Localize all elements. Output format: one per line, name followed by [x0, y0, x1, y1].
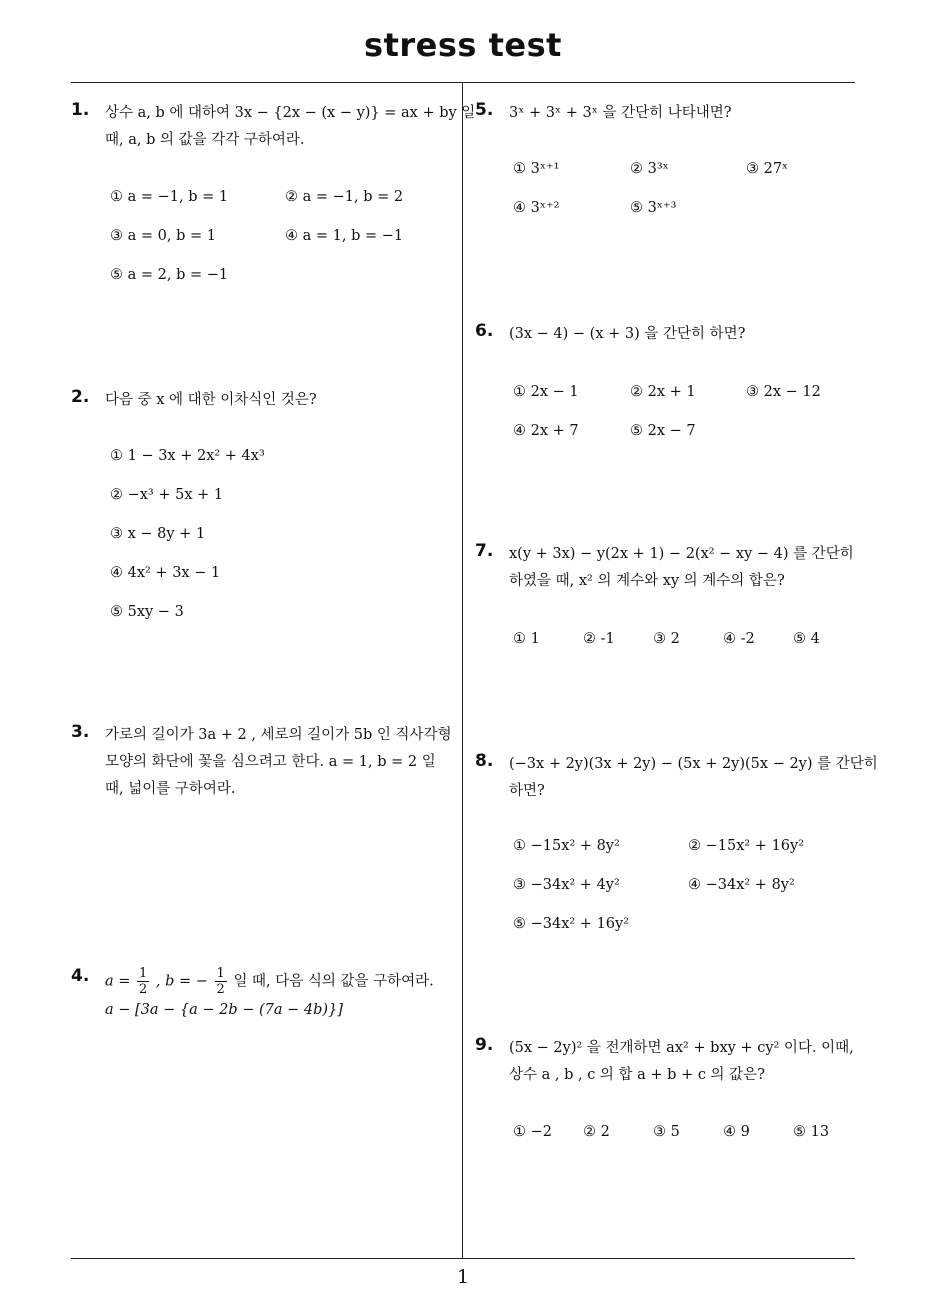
question-line: (−3x + 2y)(3x + 2y) − (5x + 2y)(5x − 2y) 를 간단히	[509, 756, 878, 772]
choice-2[interactable]: ② 2x + 1	[630, 384, 696, 400]
question-number: 7.	[475, 541, 494, 561]
question-number: 1.	[71, 100, 90, 120]
question-line: (5x − 2y)² 을 전개하면 ax² + bxy + cy² 이다. 이때,	[509, 1040, 854, 1056]
question-text	[105, 387, 456, 414]
question-3	[71, 722, 456, 803]
question-tail: 일 때, 다음 식의 값을 구하여라.	[233, 973, 434, 990]
choice-4[interactable]: ④ 9	[723, 1124, 750, 1140]
choice-4[interactable]: ④ 2x + 7	[513, 423, 579, 439]
question-7	[475, 541, 860, 595]
choice-1[interactable]: ① −15x² + 8y²	[513, 838, 620, 854]
question-6	[475, 321, 860, 348]
question-1	[71, 100, 476, 154]
question-line: 상수 a, b 에 대하여 3x − {2x − (x − y)} = ax + by 일	[105, 105, 476, 121]
question-number: 3.	[71, 722, 90, 742]
question-text	[509, 751, 878, 805]
question-2	[71, 387, 456, 414]
choice-5[interactable]: ⑤ 5xy − 3	[110, 604, 184, 620]
question-line: 하였을 때, x² 의 계수와 xy 의 계수의 합은?	[509, 573, 785, 589]
top-rule	[71, 82, 855, 83]
choice-4[interactable]: ④ -2	[723, 631, 755, 647]
question-text	[509, 321, 860, 348]
question-line: 다음 중 x 에 대한 이차식인 것은?	[105, 392, 317, 408]
choice-3[interactable]: ③ 27ˣ	[746, 161, 789, 177]
choice-4[interactable]: ④ a = 1, b = −1	[285, 228, 404, 244]
choice-4[interactable]: ④ −34x² + 8y²	[688, 877, 795, 893]
question-text	[105, 100, 476, 154]
choice-5[interactable]: ⑤ −34x² + 16y²	[513, 916, 630, 932]
question-line: 때, 넓이를 구하여라.	[105, 781, 236, 797]
question-line: 하면?	[509, 783, 545, 799]
choice-5[interactable]: ⑤ 13	[793, 1124, 830, 1140]
fraction-one-half	[215, 966, 227, 997]
question-8	[475, 751, 878, 805]
choice-3[interactable]: ③ 5	[653, 1124, 680, 1140]
choice-3[interactable]: ③ 2	[653, 631, 680, 647]
question-line: x(y + 3x) − y(2x + 1) − 2(x² − xy − 4) 를 간단히	[509, 546, 854, 562]
choice-2[interactable]: ② −15x² + 16y²	[688, 838, 805, 854]
question-line: 모양의 화단에 꽃을 심으려고 한다. a = 1, b = 2 일	[105, 754, 436, 770]
question-line: 상수 a , b , c 의 합 a + b + c 의 값은?	[509, 1067, 765, 1083]
question-text	[105, 722, 456, 803]
fraction-one-half	[137, 966, 149, 997]
choice-5[interactable]: ⑤ 2x − 7	[630, 423, 696, 439]
question-9	[475, 1035, 860, 1089]
page-title: stress test	[364, 26, 562, 64]
question-number: 5.	[475, 100, 494, 120]
question-line: (3x − 4) − (x + 3) 을 간단히 하면?	[509, 326, 746, 342]
choice-3[interactable]: ③ x − 8y + 1	[110, 526, 206, 542]
question-line: 3ˣ + 3ˣ + 3ˣ 을 간단히 나타내면?	[509, 105, 732, 121]
question-text	[509, 541, 860, 595]
question-text	[509, 1035, 860, 1089]
choice-1[interactable]: ① 1 − 3x + 2x² + 4x³	[110, 448, 265, 464]
question-line: 가로의 길이가 3a + 2 , 세로의 길이가 5b 인 직사각형	[105, 727, 452, 743]
question-number: 6.	[475, 321, 494, 341]
fraction-denominator: 2	[216, 982, 225, 997]
question-number: 2.	[71, 387, 90, 407]
choice-3[interactable]: ③ −34x² + 4y²	[513, 877, 620, 893]
b-equals: , b = −	[155, 973, 208, 990]
choice-2[interactable]: ② 2	[583, 1124, 610, 1140]
choice-2[interactable]: ② -1	[583, 631, 615, 647]
column-divider	[462, 83, 463, 1259]
choice-2[interactable]: ② 3³ˣ	[630, 161, 669, 177]
choice-5[interactable]: ⑤ 4	[793, 631, 820, 647]
choice-1[interactable]: ① a = −1, b = 1	[110, 189, 229, 205]
page-number: 1	[456, 1266, 470, 1288]
choice-3[interactable]: ③ 2x − 12	[746, 384, 821, 400]
choice-1[interactable]: ① −2	[513, 1124, 552, 1140]
choice-5[interactable]: ⑤ a = 2, b = −1	[110, 267, 229, 283]
choice-3[interactable]: ③ a = 0, b = 1	[110, 228, 216, 244]
choice-4[interactable]: ④ 3ˣ⁺²	[513, 200, 560, 216]
question-4-expression: a − [3a − {a − 2b − (7a − 4b)}]	[105, 1002, 343, 1018]
question-line: 때, a, b 의 값을 각각 구하여라.	[105, 132, 305, 148]
question-number: 9.	[475, 1035, 494, 1055]
choice-1[interactable]: ① 2x − 1	[513, 384, 579, 400]
question-5	[475, 100, 860, 127]
choice-2[interactable]: ② a = −1, b = 2	[285, 189, 404, 205]
question-number: 8.	[475, 751, 494, 771]
choice-5[interactable]: ⑤ 3ˣ⁺³	[630, 200, 677, 216]
choice-1[interactable]: ① 1	[513, 631, 540, 647]
question-4-condition	[105, 966, 434, 997]
question-number: 4.	[71, 966, 90, 986]
question-text	[509, 100, 860, 127]
fraction-numerator: 1	[139, 966, 148, 981]
fraction-numerator: 1	[216, 966, 225, 981]
choice-2[interactable]: ② −x³ + 5x + 1	[110, 487, 224, 503]
bottom-rule	[71, 1258, 855, 1259]
a-equals: a =	[105, 973, 131, 990]
choice-4[interactable]: ④ 4x² + 3x − 1	[110, 565, 221, 581]
fraction-denominator: 2	[139, 982, 148, 997]
choice-1[interactable]: ① 3ˣ⁺¹	[513, 161, 560, 177]
